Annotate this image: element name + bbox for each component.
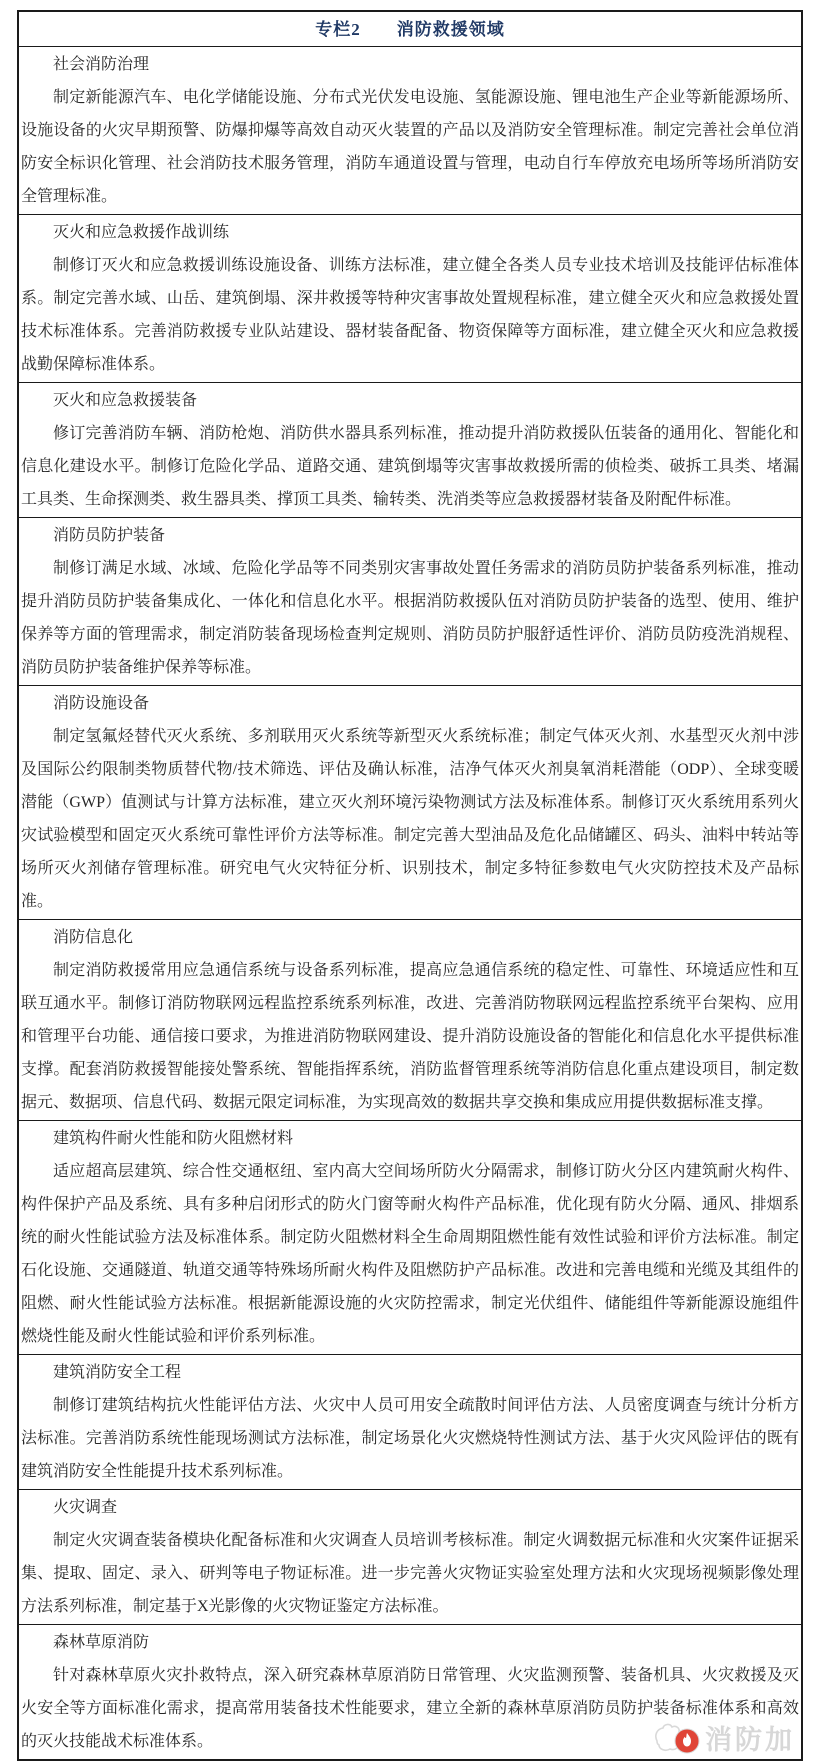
section-body: 适应超高层建筑、综合性交通枢纽、室内高大空间场所防火分隔需求，制修订防火分区内建筑耐火构件、构件保护产品及系统、具有多种启闭形式的防火门窗等耐火构件产品标准，优化现有防火分隔、通风、排烟系统的耐火性能试验方法及标准体系。制定防火阻燃材料全生命周期阻燃性能有效性试验和评价方法标准。制定石化设施、交通隧道、轨道交通等特殊场所耐火构件及阻燃防护产品标准。改进和完善电缆和光缆及其组件的阻燃、耐火性能试验方法标准。根据新能源设施的火灾防控需求，制定光伏组件、储能组件等新能源设施组件燃烧性能及耐火性能试验和评价系列标准。 [21, 1163, 799, 1345]
section-heading: 建筑构件耐火性能和防火阻燃材料 [53, 1130, 294, 1147]
section [19, 382, 801, 517]
section-body: 制定新能源汽车、电化学储能设施、分布式光伏发电设施、氢能源设施、锂电池生产企业等新能源场所、设施设备的火灾早期预警、防爆抑爆等高效自动灭火装置的产品以及消防安全管理标准。制定完善社会单位消防安全标识化管理、社会消防技术服务管理，消防车通道设置与管理，电动自行车停放充电场所等场所消防安全管理标准。 [21, 89, 799, 205]
watermark-label: 消防加 [705, 1725, 795, 1755]
section-heading: 森林草原消防 [53, 1634, 150, 1651]
column-panel [17, 10, 803, 1761]
section-heading: 消防员防护装备 [53, 527, 166, 544]
section-heading: 灭火和应急救援作战训练 [53, 224, 230, 241]
section-heading: 灭火和应急救援装备 [53, 392, 198, 409]
section-body: 制定氢氟烃替代灭火系统、多剂联用灭火系统等新型灭火系统标准；制定气体灭火剂、水基型灭火剂中涉及国际公约限制类物质替代物/技术筛选、评估及确认标准，洁净气体灭火剂臭氧消耗潜能（ODP）、全球变暖潜能（GWP）值测试与计算方法标准，建立灭火剂环境污染物测试方法及标准体系。制修订灭火系统用系列火灾试验模型和固定灭火系统可靠性评价方法等标准。制定完善大型油品及危化品储罐区、码头、油料中转站等场所灭火剂储存管理标准。研究电气火灾特征分析、识别技术，制定多特征参数电气火灾防控技术及产品标准。 [21, 728, 799, 910]
section [19, 214, 801, 382]
section [19, 1489, 801, 1624]
section-body: 制定火灾调查装备模块化配备标准和火灾调查人员培训考核标准。制定火调数据元标准和火灾案件证据采集、提取、固定、录入、研判等电子物证标准。进一步完善火灾物证实验室处理方法和火灾现场视频影像处理方法系列标准，制定基于X光影像的火灾物证鉴定方法标准。 [21, 1532, 799, 1615]
section [19, 517, 801, 685]
panel-title: 专栏2 消防救援领域 [19, 12, 801, 47]
section [19, 1120, 801, 1354]
section [19, 1354, 801, 1489]
section-body: 制修订建筑结构抗火性能评估方法、火灾中人员可用安全疏散时间评估方法、人员密度调查与统计分析方法标准。完善消防系统性能现场测试方法标准，制定场景化火灾燃烧特性测试方法、基于火灾风险评估的既有建筑消防安全性能提升技术系列标准。 [21, 1397, 799, 1480]
section [19, 919, 801, 1120]
section-body: 针对森林草原火灾扑救特点，深入研究森林草原消防日常管理、火灾监测预警、装备机具、火灾救援及灭火安全等方面标准化需求，提高常用装备技术性能要求，建立全新的森林草原消防员防护装备标准体系和高效的灭火技能战术标准体系。 [21, 1667, 799, 1750]
section-body: 制定消防救援常用应急通信系统与设备系列标准，提高应急通信系统的稳定性、可靠性、环境适应性和互联互通水平。制修订消防物联网远程监控系统系列标准，改进、完善消防物联网远程监控系统平台架构、应用和管理平台功能、通信接口要求，为推进消防物联网建设、提升消防设施设备的智能化和信息化水平提供标准支撑。配套消防救援智能接处警系统、智能指挥系统，消防监督管理系统等消防信息化重点建设项目，制定数据元、数据项、信息代码、数据元限定词标准，为实现高效的数据共享交换和集成应用提供数据标准支撑。 [21, 962, 799, 1111]
section-heading: 火灾调查 [53, 1499, 118, 1516]
section-heading: 消防信息化 [53, 929, 134, 946]
section-heading: 建筑消防安全工程 [53, 1364, 182, 1381]
section [19, 1624, 801, 1759]
sections-container [19, 47, 801, 1759]
section [19, 685, 801, 919]
section-heading: 消防设施设备 [53, 695, 150, 712]
section-body: 制修订满足水域、冰域、危险化学品等不同类别灾害事故处置任务需求的消防员防护装备系列标准，推动提升消防员防护装备集成化、一体化和信息化水平。根据消防救援队伍对消防员防护装备的选型、使用、维护保养等方面的管理需求，制定消防装备现场检查判定规则、消防员防护服舒适性评价、消防员防疫洗消规程、消防员防护装备维护保养等标准。 [21, 560, 799, 676]
section [19, 47, 801, 214]
section-body: 修订完善消防车辆、消防枪炮、消防供水器具系列标准，推动提升消防救援队伍装备的通用化、智能化和信息化建设水平。制修订危险化学品、道路交通、建筑倒塌等灾害事故救援所需的侦检类、破拆工具类、堵漏工具类、生命探测类、救生器具类、撑顶工具类、输转类、洗消类等应急救援器材装备及附配件标准。 [21, 425, 799, 508]
section-heading: 社会消防治理 [53, 56, 150, 73]
section-body: 制修订灭火和应急救援训练设施设备、训练方法标准，建立健全各类人员专业技术培训及技能评估标准体系。制定完善水域、山岳、建筑倒塌、深井救援等特种灾害事故处置规程标准，建立健全灭火和应急救援处置技术标准体系。完善消防救援专业队站建设、器材装备配备、物资保障等方面标准，建立健全灭火和应急救援战勤保障标准体系。 [21, 257, 799, 373]
